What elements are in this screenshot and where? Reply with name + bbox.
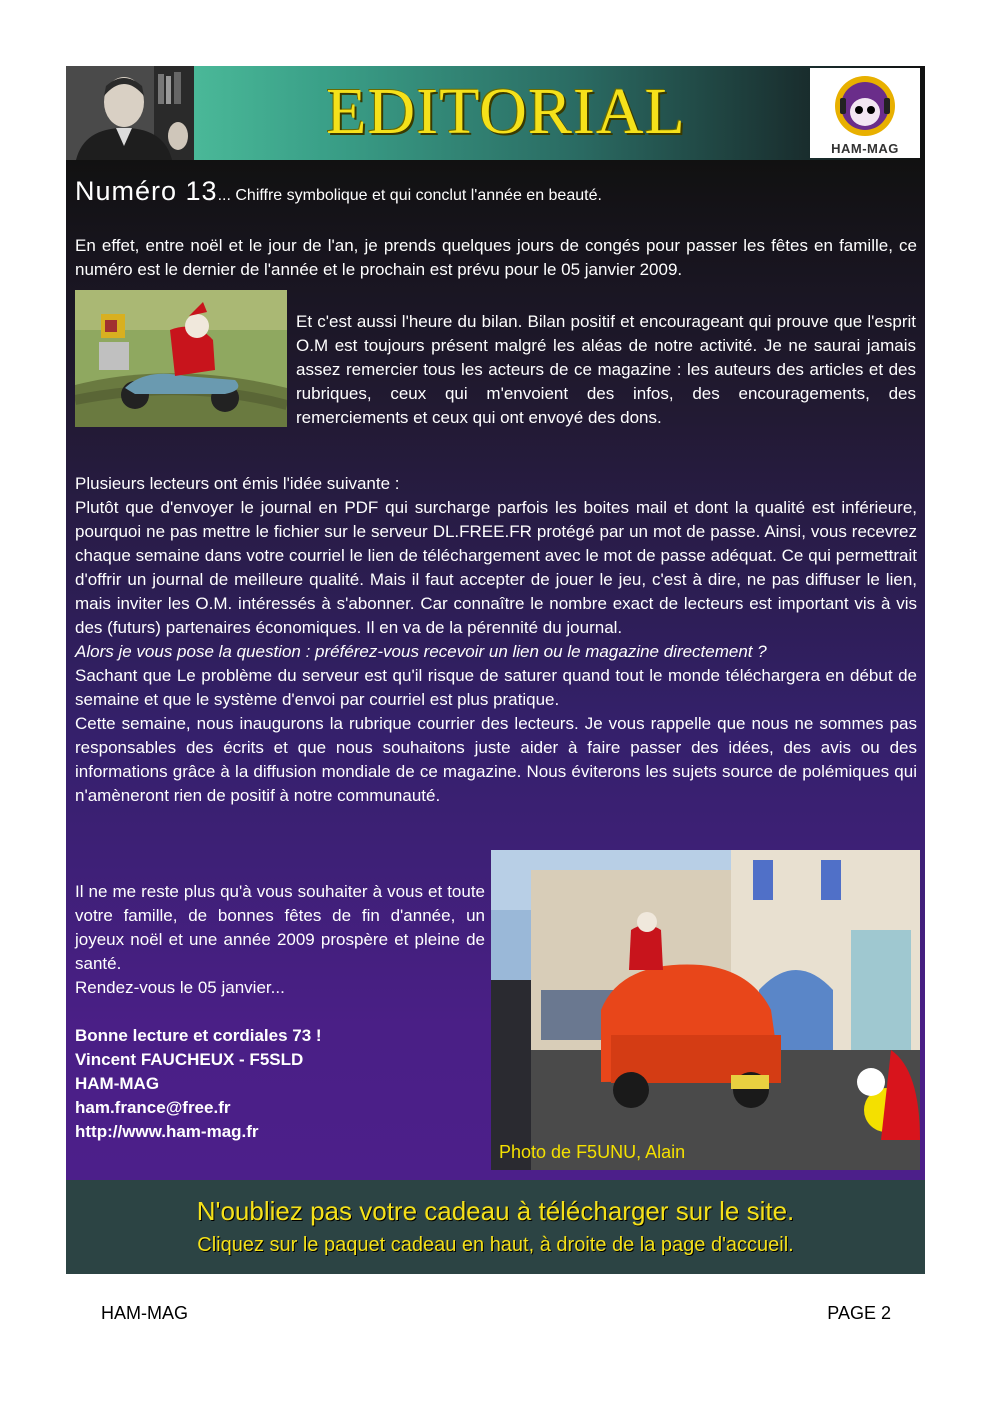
paragraph-holidays: En effet, entre noël et le jour de l'an, je prends quelques jours de congés pour passer les fêtes en famille, ce numéro est le dernier de l'année et le prochain est prévu pour le 05 janvier 2009. <box>75 236 917 279</box>
santa-scooter-photo <box>75 290 287 427</box>
paragraph-bilan: Et c'est aussi l'heure du bilan. Bilan positif et encourageant qui prouve que l'esprit O.M est toujours présent malgré les aléas de notre activité. Je ne saurai jamais assez remercier tous les acteurs de ce magazine : les auteurs des articles et des rubriques, ceux qui m'envoient des infos, des encouragements, des remerciements et ceux qui ont envoyé des dons. <box>296 312 916 427</box>
readers-idea-text: Plutôt que d'envoyer le journal en PDF qui surcharge parfois les boites mail et dont la qualité est inférieure, pourquoi ne pas mettre le fichier sur le serveur DL.FREE.FR protégé par un mot de passe. Ainsi, vous recevrez chaque semaine dans votre courriel le lien de téléchargement avec le mot de passe adéquat. Ce qui permettrait d'offrir un journal de meilleure qualité. Mais il faut accepter de jouer le jeu, c'est à dire, ne pas diffuser le lien, mais inviter les O.M. intéressés à s'abonner. Car connaître le nombre exact de lecteurs est important vis à vis des (futurs) partenaires économiques. Il en va de la pérennité du journal. <box>75 498 917 637</box>
signature-name: Vincent FAUCHEUX - F5SLD <box>75 1050 304 1069</box>
signature-block <box>75 1024 485 1144</box>
signature-greeting: Bonne lecture et cordiales 73 ! <box>75 1026 322 1045</box>
editorial-header <box>66 66 925 160</box>
santa-car-photo <box>491 850 920 1170</box>
photo-caption: Photo de F5UNU, Alain <box>499 1142 686 1162</box>
signature-email[interactable]: ham.france@free.fr <box>75 1098 231 1117</box>
question-text: Alors je vous pose la question : préférez-vous recevoir un lien ou le magazine directement ? <box>75 642 767 661</box>
server-note: Sachant que Le problème du serveur est qu'il risque de saturer quand tout le monde téléchargera en début de semaine et que le système d'envoi par courriel est plus pratique. <box>75 666 917 709</box>
rendezvous-text: Rendez-vous le 05 janvier... <box>75 978 285 997</box>
readers-idea-intro: Plusieurs lecteurs ont émis l'idée suivante : <box>75 474 400 493</box>
footer-page-number: PAGE 2 <box>827 1303 891 1323</box>
signature-magazine: HAM-MAG <box>75 1074 160 1093</box>
ham-mag-logo <box>810 68 920 158</box>
issue-intro <box>75 176 905 211</box>
wishes-text: Il ne me reste plus qu'à vous souhaiter à vous et toute votre famille, de bonnes fêtes de fin d'année, un joyeux noël et une année 2009 prospère et pleine de santé. <box>75 882 485 973</box>
gift-banner <box>66 1180 925 1274</box>
editorial-page <box>66 66 925 1274</box>
paragraph-wishes <box>75 880 485 1000</box>
gift-banner-line1: N'oubliez pas votre cadeau à télécharger sur le site. <box>196 1196 795 1226</box>
gift-banner-line2: Cliquez sur le paquet cadeau en haut, à droite de la page d'accueil. <box>197 1234 794 1256</box>
signature-website[interactable]: http://www.ham-mag.fr <box>75 1122 259 1141</box>
logo-mascot-icon <box>810 68 920 140</box>
paragraph-readers-idea <box>75 472 917 808</box>
author-portrait <box>66 66 194 160</box>
logo-text: HAM-MAG <box>831 141 899 156</box>
issue-intro-text: ... Chiffre symbolique et qui conclut l'année en beauté. <box>217 187 602 204</box>
footer-magazine-name: HAM-MAG <box>101 1303 188 1323</box>
issue-number: Numéro 13 <box>75 176 218 206</box>
editorial-body <box>66 160 925 1180</box>
editorial-title: EDITORIAL <box>326 75 686 148</box>
paragraph-letters: Cette semaine, nous inaugurons la rubrique courrier des lecteurs. Je vous rappelle que nous ne sommes pas responsables des écrits et que nous souhaitons juste aider à faire passer des idées, des avis ou des informations grâce à la diffusion mondiale de ce magazine. Nous éviterons les sujets source de polémiques qui n'amèneront rien de positif à notre communauté. <box>75 714 917 805</box>
